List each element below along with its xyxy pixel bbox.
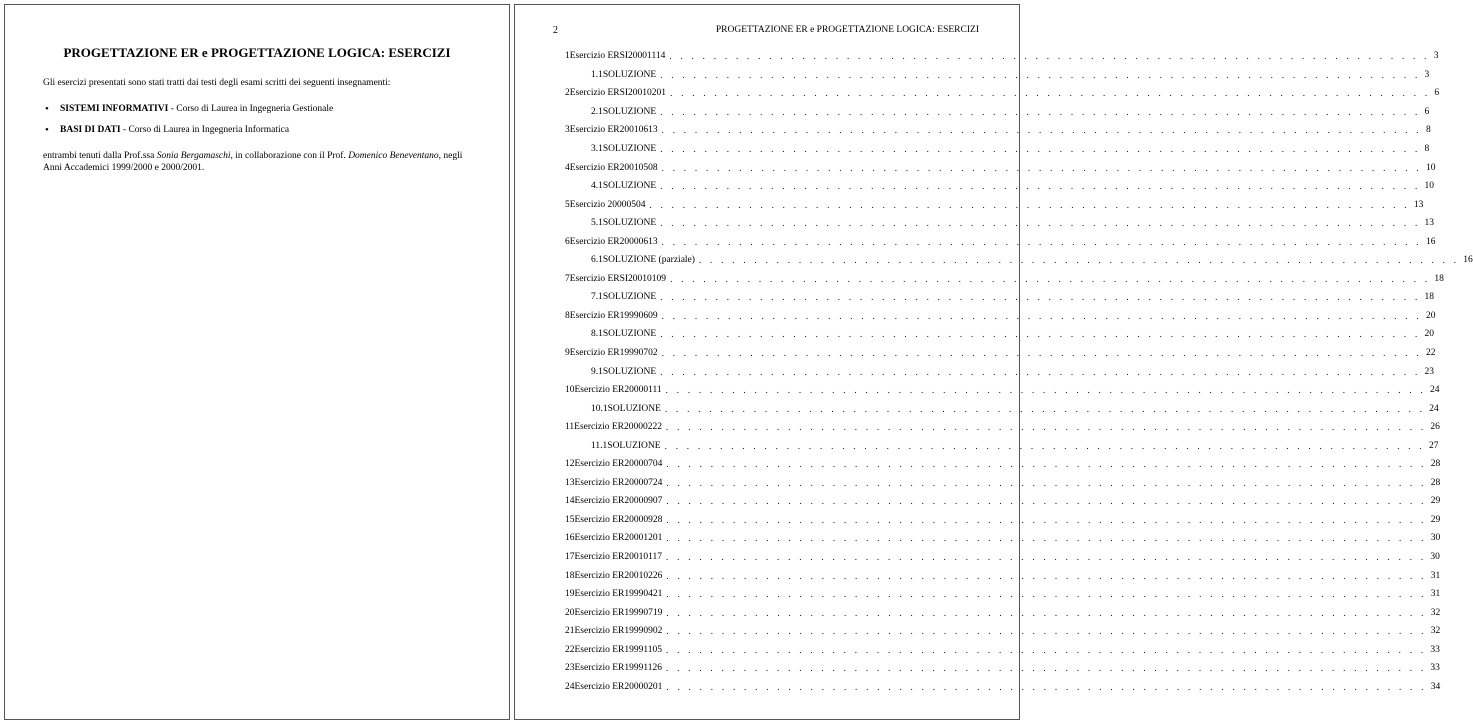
toc-page-number: 10: [1424, 181, 1435, 192]
toc-title: Esercizio ER19990609: [569, 310, 658, 321]
toc-leader-dots: . . . . . . . . . . . . . . . . . . . . . . . . . . . . . . . . . . . . . . . . . . . . . . . . . . . . . . . . . . . . . . . . . . . . .: [661, 162, 1422, 173]
toc-page-number: 22: [1425, 348, 1436, 359]
toc-number: 8.1: [591, 329, 603, 340]
toc-number: 18: [565, 570, 575, 581]
toc-subentry[interactable]: [553, 214, 1435, 233]
toc-page-number: 28: [1430, 459, 1441, 470]
toc-title: Esercizio ER20000613: [569, 236, 658, 247]
toc-page-number: 18: [1434, 273, 1444, 284]
toc-entry[interactable]: [553, 418, 1440, 437]
toc-leader-dots: . . . . . . . . . . . . . . . . . . . . . . . . . . . . . . . . . . . . . . . . . . . . . . . . . . . . . . . . . . . . . . . . . . . . .: [660, 181, 1421, 192]
toc-number: 6: [565, 236, 570, 247]
toc-number: 9: [565, 348, 570, 359]
toc-page-number: 6: [1424, 106, 1430, 117]
toc-leader-dots: . . . . . . . . . . . . . . . . . . . . . . . . . . . . . . . . . . . . . . . . . . . . . . . . . . . . . . . . . . . . . . . . . . . . .: [666, 459, 1427, 470]
toc-page-number: 13: [1424, 218, 1435, 229]
professor-name: Domenico Beneventano: [348, 151, 439, 161]
toc-number: 7.1: [591, 292, 603, 303]
page-number: 2: [553, 25, 558, 36]
toc-page-number: 16: [1463, 255, 1473, 266]
toc-page-number: 18: [1424, 292, 1435, 303]
closing-text: , in collaborazione con il Prof.: [230, 151, 349, 161]
toc-leader-dots: . . . . . . . . . . . . . . . . . . . . . . . . . . . . . . . . . . . . . . . . . . . . . . . . . . . . . . . . . . . . . . . . . . . . .: [664, 440, 1425, 451]
toc-leader-dots: . . . . . . . . . . . . . . . . . . . . . . . . . . . . . . . . . . . . . . . . . . . . . . . . . . . . . . . . . . . . . . . . . . . . .: [666, 477, 1427, 488]
toc-page-number: 33: [1430, 644, 1440, 655]
course-name: SISTEMI INFORMATIVI: [60, 104, 169, 114]
toc-leader-dots: . . . . . . . . . . . . . . . . . . . . . . . . . . . . . . . . . . . . . . . . . . . . . . . . . . . . . . . . . . . . . . . . . . . . .: [698, 255, 1460, 266]
toc-leader-dots: . . . . . . . . . . . . . . . . . . . . . . . . . . . . . . . . . . . . . . . . . . . . . . . . . . . . . . . . . . . . . . . . . . . . .: [666, 514, 1427, 525]
toc-title: Esercizio ER20010508: [569, 162, 658, 173]
toc-number: 3.1: [591, 144, 603, 154]
toc-title: Esercizio ER20010613: [569, 125, 658, 136]
toc-number: 4: [565, 162, 570, 173]
toc-leader-dots: . . . . . . . . . . . . . . . . . . . . . . . . . . . . . . . . . . . . . . . . . . . . . . . . . . . . . . . . . . . . . . . . . . . . .: [661, 236, 1422, 247]
toc-number: 4.1: [591, 181, 603, 192]
toc-title: Esercizio ER19990902: [574, 626, 663, 637]
toc-title: SOLUZIONE (parziale): [602, 255, 695, 266]
toc-subentry[interactable]: [553, 140, 1430, 159]
courses-list: [43, 103, 483, 145]
toc-number: 3: [565, 125, 570, 136]
toc-title: SOLUZIONE: [607, 403, 661, 414]
toc-subentry[interactable]: [553, 325, 1435, 344]
toc-page-number: 3: [1433, 51, 1439, 62]
toc-leader-dots: . . . . . . . . . . . . . . . . . . . . . . . . . . . . . . . . . . . . . . . . . . . . . . . . . . . . . . . . . . . . . . . . . . . . .: [670, 88, 1431, 99]
toc-number: 13: [565, 477, 575, 488]
toc-title: Esercizio ERSI20001114: [569, 51, 666, 62]
toc-leader-dots: . . . . . . . . . . . . . . . . . . . . . . . . . . . . . . . . . . . . . . . . . . . . . . . . . . . . . . . . . . . . . . . . . . . . .: [665, 385, 1427, 396]
left-page: [4, 4, 510, 720]
toc-subentry[interactable]: [553, 251, 1473, 270]
toc-page-number: 33: [1430, 663, 1440, 674]
toc-entry[interactable]: [553, 158, 1436, 177]
toc-subentry[interactable]: [553, 177, 1435, 196]
toc-title: Esercizio ER20000222: [574, 422, 663, 433]
toc-subentry[interactable]: [553, 66, 1430, 85]
toc-number: 11.1: [591, 440, 608, 451]
toc-title: Esercizio ER20000704: [574, 459, 663, 470]
toc-leader-dots: . . . . . . . . . . . . . . . . . . . . . . . . . . . . . . . . . . . . . . . . . . . . . . . . . . . . . . . . . . . . . . . . . . . . .: [660, 106, 1421, 117]
toc-page-number: 6: [1434, 88, 1440, 99]
toc-entry[interactable]: [553, 659, 1440, 678]
toc-entry[interactable]: [553, 307, 1436, 326]
toc-title: Esercizio ERSI20010201: [569, 88, 667, 99]
table-of-contents: [553, 47, 1473, 696]
toc-page-number: 32: [1430, 626, 1441, 637]
toc-title: Esercizio ER20000111: [574, 385, 662, 396]
toc-page-number: 30: [1430, 552, 1440, 563]
toc-number: 1: [565, 51, 570, 62]
toc-entry[interactable]: [553, 121, 1431, 140]
toc-entry[interactable]: [553, 585, 1441, 604]
toc-leader-dots: . . . . . . . . . . . . . . . . . . . . . . . . . . . . . . . . . . . . . . . . . . . . . . . . . . . . . . . . . . . . . . . . . . . . .: [666, 570, 1427, 581]
toc-page-number: 13: [1413, 199, 1424, 210]
toc-entry[interactable]: [553, 678, 1441, 697]
toc-page-number: 31: [1430, 589, 1441, 600]
toc-title: Esercizio ER20010226: [574, 570, 663, 581]
course-name: BASI DI DATI: [60, 125, 121, 135]
toc-page-number: 27: [1428, 440, 1439, 451]
toc-subentry[interactable]: [553, 399, 1439, 418]
toc-entry[interactable]: [553, 641, 1440, 660]
toc-leader-dots: . . . . . . . . . . . . . . . . . . . . . . . . . . . . . . . . . . . . . . . . . . . . . . . . . . . . . . . . . . . . . . . . . . . . .: [660, 144, 1421, 154]
toc-entry[interactable]: [553, 548, 1440, 567]
toc-title: Esercizio ER20001201: [574, 533, 663, 544]
toc-leader-dots: . . . . . . . . . . . . . . . . . . . . . . . . . . . . . . . . . . . . . . . . . . . . . . . . . . . . . . . . . . . . . . . . . . . . .: [670, 273, 1431, 284]
toc-number: 22: [565, 644, 575, 655]
toc-leader-dots: . . . . . . . . . . . . . . . . . . . . . . . . . . . . . . . . . . . . . . . . . . . . . . . . . . . . . . . . . . . . . . . . . . . . .: [660, 218, 1421, 229]
toc-entry[interactable]: [553, 474, 1441, 493]
toc-leader-dots: . . . . . . . . . . . . . . . . . . . . . . . . . . . . . . . . . . . . . . . . . . . . . . . . . . . . . . . . . . . . . . . . . . . . .: [661, 310, 1422, 321]
toc-number: 1.1: [591, 69, 603, 80]
toc-number: 6.1: [591, 255, 603, 266]
course-item-basi-di-dati: [43, 124, 483, 145]
toc-page-number: 29: [1430, 496, 1441, 507]
course-detail: - Corso di Laurea in Ingegneria Gestionale: [168, 104, 334, 114]
toc-leader-dots: . . . . . . . . . . . . . . . . . . . . . . . . . . . . . . . . . . . . . . . . . . . . . . . . . . . . . . . . . . . . . . . . . . . . .: [666, 663, 1427, 674]
toc-title: SOLUZIONE: [607, 440, 661, 451]
closing-paragraph: [43, 151, 483, 174]
toc-leader-dots: . . . . . . . . . . . . . . . . . . . . . . . . . . . . . . . . . . . . . . . . . . . . . . . . . . . . . . . . . . . . . . . . . . . . .: [661, 348, 1422, 359]
toc-page-number: 16: [1425, 236, 1436, 247]
toc-leader-dots: . . . . . . . . . . . . . . . . . . . . . . . . . . . . . . . . . . . . . . . . . . . . . . . . . . . . . . . . . . . . . . . . . . . . .: [666, 533, 1427, 544]
toc-number: 2.1: [591, 106, 603, 117]
toc-number: 10: [565, 385, 575, 396]
toc-number: 5: [565, 199, 570, 210]
toc-title: SOLUZIONE: [602, 366, 657, 377]
toc-leader-dots: . . . . . . . . . . . . . . . . . . . . . . . . . . . . . . . . . . . . . . . . . . . . . . . . . . . . . . . . . . . . . . . . . . . . .: [666, 626, 1427, 637]
toc-title: SOLUZIONE: [602, 144, 657, 154]
toc-page-number: 32: [1430, 607, 1441, 618]
toc-entry[interactable]: [553, 455, 1441, 474]
toc-entry[interactable]: [553, 344, 1436, 363]
course-detail: - Corso di Laurea in Ingegneria Informatica: [120, 125, 290, 135]
toc-page-number: 8: [1424, 144, 1430, 154]
document-title: PROGETTAZIONE ER e PROGETTAZIONE LOGICA: ESERCIZI: [63, 45, 451, 60]
toc-number: 2: [565, 88, 570, 99]
toc-title: Esercizio ER19991126: [574, 663, 663, 674]
toc-page-number: 29: [1430, 514, 1441, 525]
intro-paragraph: Gli esercizi presentati sono stati tratti dai testi degli esami scritti dei seguenti insegnamenti:: [43, 78, 391, 88]
toc-entry[interactable]: [553, 195, 1424, 214]
toc-leader-dots: . . . . . . . . . . . . . . . . . . . . . . . . . . . . . . . . . . . . . . . . . . . . . . . . . . . . . . . . . . . . . . . . . . . . .: [660, 292, 1421, 303]
toc-leader-dots: . . . . . . . . . . . . . . . . . . . . . . . . . . . . . . . . . . . . . . . . . . . . . . . . . . . . . . . . . . . . . . . . . . . . .: [666, 644, 1427, 655]
toc-title: SOLUZIONE: [602, 218, 657, 229]
toc-page-number: 24: [1430, 385, 1440, 396]
toc-leader-dots: . . . . . . . . . . . . . . . . . . . . . . . . . . . . . . . . . . . . . . . . . . . . . . . . . . . . . . . . . . . . . . . . . . . . .: [666, 552, 1427, 563]
toc-leader-dots: . . . . . . . . . . . . . . . . . . . . . . . . . . . . . . . . . . . . . . . . . . . . . . . . . . . . . . . . . . . . . . . . . . . . .: [661, 125, 1422, 136]
toc-page-number: 20: [1424, 329, 1435, 340]
toc-entry[interactable]: [553, 566, 1441, 585]
toc-leader-dots: . . . . . . . . . . . . . . . . . . . . . . . . . . . . . . . . . . . . . . . . . . . . . . . . . . . . . . . . . . . . . . . . . . . . .: [666, 496, 1427, 507]
toc-page-number: 3: [1424, 69, 1430, 80]
toc-leader-dots: . . . . . . . . . . . . . . . . . . . . . . . . . . . . . . . . . . . . . . . . . . . . . . . . . . . . . . . . . . . . . . . . . . . . .: [660, 366, 1421, 377]
toc-number: 11: [565, 422, 575, 433]
toc-entry[interactable]: [553, 511, 1441, 530]
toc-entry[interactable]: [553, 492, 1441, 511]
toc-page-number: 10: [1425, 162, 1436, 173]
toc-leader-dots: . . . . . . . . . . . . . . . . . . . . . . . . . . . . . . . . . . . . . . . . . . . . . . . . . . . . . . . . . . . . . . . . . . . . .: [666, 607, 1427, 618]
toc-title: SOLUZIONE: [602, 329, 657, 340]
toc-title: Esercizio ER19990719: [574, 607, 663, 618]
toc-leader-dots: . . . . . . . . . . . . . . . . . . . . . . . . . . . . . . . . . . . . . . . . . . . . . . . . . . . . . . . . . . . . . . . . . . . . .: [660, 69, 1421, 80]
toc-number: 23: [565, 663, 575, 674]
toc-number: 7: [565, 273, 570, 284]
toc-entry[interactable]: [553, 47, 1439, 66]
toc-entry[interactable]: [553, 84, 1440, 103]
toc-title: Esercizio ER19991105: [574, 644, 663, 655]
toc-leader-dots: . . . . . . . . . . . . . . . . . . . . . . . . . . . . . . . . . . . . . . . . . . . . . . . . . . . . . . . . . . . . . . . . . . . . .: [669, 51, 1430, 62]
toc-title: SOLUZIONE: [602, 292, 657, 303]
toc-number: 15: [565, 514, 575, 525]
toc-title: Esercizio ERSI20010109: [569, 273, 667, 284]
professor-name: Sonia Bergamaschi: [156, 151, 231, 161]
toc-number: 5.1: [591, 218, 603, 229]
toc-title: Esercizio ER19990702: [569, 348, 658, 359]
toc-subentry[interactable]: [553, 436, 1439, 455]
closing-text: entrambi tenuti dalla Prof.ssa: [43, 151, 157, 161]
toc-entry[interactable]: [553, 529, 1441, 548]
toc-page-number: 34: [1430, 681, 1441, 692]
toc-page-number: 30: [1430, 533, 1441, 544]
toc-subentry[interactable]: [553, 362, 1435, 381]
toc-entry[interactable]: [553, 381, 1440, 400]
toc-subentry[interactable]: [553, 288, 1435, 307]
toc-title: Esercizio ER20010117: [574, 552, 663, 563]
toc-title: Esercizio 20000504: [569, 199, 646, 210]
toc-number: 8: [565, 310, 570, 321]
toc-entry[interactable]: [553, 622, 1441, 641]
toc-page-number: 28: [1430, 477, 1441, 488]
toc-title: Esercizio ER20000928: [574, 514, 663, 525]
toc-entry[interactable]: [553, 232, 1436, 251]
toc-title: SOLUZIONE: [602, 69, 657, 80]
toc-number: 10.1: [591, 403, 608, 414]
toc-title: Esercizio ER19990421: [574, 589, 663, 600]
toc-number: 12: [565, 459, 575, 470]
toc-number: 14: [565, 496, 575, 507]
toc-number: 24: [565, 681, 575, 692]
toc-leader-dots: . . . . . . . . . . . . . . . . . . . . . . . . . . . . . . . . . . . . . . . . . . . . . . . . . . . . . . . . . . . . . . . . . . . . .: [660, 329, 1421, 340]
toc-title: SOLUZIONE: [602, 181, 657, 192]
toc-entry[interactable]: [553, 270, 1444, 289]
closing-text: , negli Anni Accademici 1999/2000 e 2000/2001.: [43, 151, 463, 173]
toc-leader-dots: . . . . . . . . . . . . . . . . . . . . . . . . . . . . . . . . . . . . . . . . . . . . . . . . . . . . . . . . . . . . . . . . . . . . .: [666, 681, 1427, 692]
toc-number: 20: [565, 607, 575, 618]
toc-title: Esercizio ER20000907: [574, 496, 663, 507]
toc-page-number: 26: [1430, 422, 1440, 433]
toc-page-number: 20: [1425, 310, 1436, 321]
toc-number: 19: [565, 589, 575, 600]
toc-leader-dots: . . . . . . . . . . . . . . . . . . . . . . . . . . . . . . . . . . . . . . . . . . . . . . . . . . . . . . . . . . . . . . . . . . . . .: [664, 403, 1426, 414]
right-page: [514, 4, 1473, 720]
course-item-sistemi-informativi: [43, 103, 483, 124]
toc-page-number: 8: [1425, 125, 1431, 136]
toc-page-number: 23: [1424, 366, 1435, 377]
toc-title: Esercizio ER20000724: [574, 477, 663, 488]
toc-page-number: 31: [1430, 570, 1441, 581]
toc-leader-dots: . . . . . . . . . . . . . . . . . . . . . . . . . . . . . . . . . . . . . . . . . . . . . . . . . . . . . . . . . . . . . . . . . . . . .: [666, 422, 1427, 433]
toc-entry[interactable]: [553, 603, 1441, 622]
toc-leader-dots: . . . . . . . . . . . . . . . . . . . . . . . . . . . . . . . . . . . . . . . . . . . . . . . . . . . . . . . . . . . . . . . . . . . . .: [666, 589, 1427, 600]
running-header: PROGETTAZIONE ER e PROGETTAZIONE LOGICA: ESERCIZI: [715, 25, 979, 35]
toc-number: 17: [565, 552, 575, 563]
toc-page-number: 24: [1429, 403, 1439, 414]
toc-subentry[interactable]: [553, 103, 1430, 122]
toc-title: SOLUZIONE: [602, 106, 657, 117]
toc-title: Esercizio ER20000201: [574, 681, 663, 692]
toc-leader-dots: . . . . . . . . . . . . . . . . . . . . . . . . . . . . . . . . . . . . . . . . . . . . . . . . . . . . . . . . . . . . . . . . . . . . .: [649, 199, 1410, 210]
toc-number: 9.1: [591, 366, 603, 377]
toc-number: 21: [565, 626, 575, 637]
toc-number: 16: [565, 533, 575, 544]
